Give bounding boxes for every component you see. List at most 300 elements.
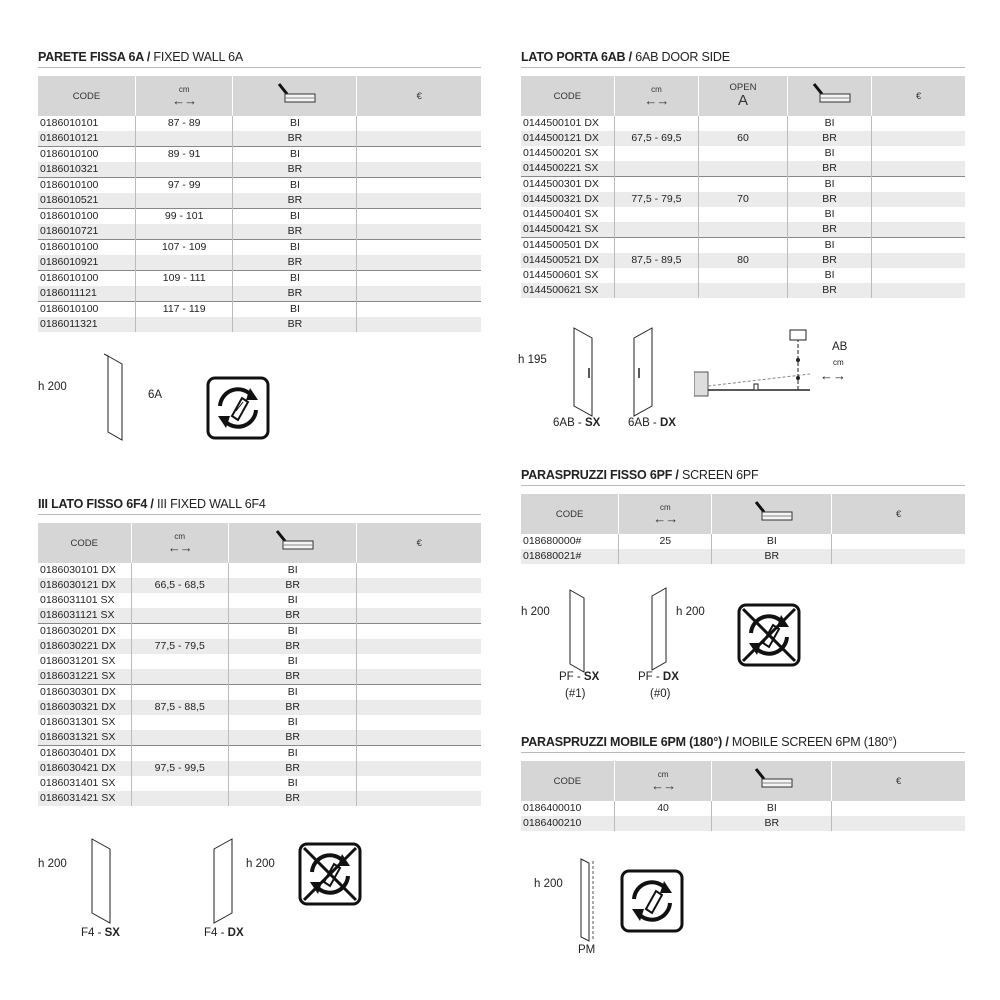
size-cell — [614, 116, 698, 131]
price-table — [521, 761, 965, 831]
table-row — [38, 224, 481, 240]
section-6pm — [521, 735, 965, 831]
price-cell — [872, 177, 965, 193]
finish-cell: BI — [712, 534, 832, 549]
header-euro: € — [357, 76, 481, 116]
price-cell — [357, 761, 481, 776]
price-cell — [357, 147, 481, 163]
open-cell — [699, 268, 788, 283]
code-cell: 0186030221 DX — [38, 639, 131, 654]
code-cell: 0144500421 SX — [521, 222, 614, 238]
price-table — [38, 523, 481, 806]
size-cell: 99 - 101 — [135, 209, 232, 225]
open-cell — [699, 161, 788, 177]
header-code: CODE — [38, 523, 131, 563]
code-cell: 0144500321 DX — [521, 192, 614, 207]
size-cell — [614, 283, 698, 298]
door-sx-drawing — [570, 322, 600, 418]
open-cell — [699, 207, 788, 222]
finish-cell: BI — [228, 746, 356, 762]
size-cell — [614, 146, 698, 161]
code-cell: 0186031301 SX — [38, 715, 131, 730]
code-cell: 0186010100 — [38, 240, 135, 256]
finish-cell: BR — [233, 193, 357, 209]
header-profile-icon — [712, 761, 832, 801]
table-row — [38, 730, 481, 746]
code-cell: 0144500221 SX — [521, 161, 614, 177]
size-cell: 40 — [614, 801, 712, 816]
code-cell: 0186400010 — [521, 801, 614, 816]
open-cell: 80 — [699, 253, 788, 268]
table-row — [38, 563, 481, 578]
panel-pm-drawing — [575, 855, 599, 945]
header-cm: cm ←→ — [614, 76, 698, 116]
table-row — [521, 222, 965, 238]
size-cell — [614, 268, 698, 283]
section-6a — [38, 50, 481, 332]
header-code: CODE — [521, 494, 619, 534]
table-row — [521, 283, 965, 298]
section-6pf — [521, 468, 965, 564]
price-cell — [357, 639, 481, 654]
finish-cell: BI — [787, 207, 871, 222]
height-label: h 200 — [38, 381, 67, 393]
code-cell: 018680021# — [521, 549, 619, 564]
table-row — [521, 161, 965, 177]
table-row — [38, 116, 481, 131]
price-cell — [357, 624, 481, 640]
finish-cell: BI — [787, 116, 871, 131]
finish-cell: BI — [228, 776, 356, 791]
table-row — [38, 209, 481, 225]
price-cell — [872, 192, 965, 207]
size-cell: 117 - 119 — [135, 302, 232, 318]
size-cell — [619, 549, 712, 564]
reversible-icon — [620, 869, 684, 933]
price-cell — [872, 238, 965, 254]
code-cell: 0186011321 — [38, 317, 135, 332]
size-cell — [131, 715, 228, 730]
code-cell: 0186010921 — [38, 255, 135, 271]
not-reversible-icon — [298, 842, 362, 906]
finish-cell: BR — [233, 255, 357, 271]
finish-cell: BI — [228, 593, 356, 608]
size-cell — [135, 224, 232, 240]
panel-pf-dx-label: PF - DX — [638, 671, 679, 683]
header-open: OPEN A — [699, 76, 788, 116]
table-row — [38, 271, 481, 287]
code-cell: 0186010121 — [38, 131, 135, 147]
price-cell — [357, 730, 481, 746]
table-row — [521, 238, 965, 254]
panel-label: PM — [578, 944, 596, 956]
finish-cell: BR — [228, 700, 356, 715]
price-cell — [872, 283, 965, 298]
table-row — [38, 302, 481, 318]
panel-pf-sx-note: (#1) — [565, 688, 586, 700]
table-row — [521, 801, 965, 816]
finish-cell: BI — [233, 116, 357, 131]
size-cell — [131, 563, 228, 578]
code-cell: 0144500401 SX — [521, 207, 614, 222]
panel-label: 6A — [148, 389, 163, 401]
code-cell: 0186400210 — [521, 816, 614, 831]
panel-f4-dx-label: F4 - DX — [204, 927, 244, 939]
open-cell — [699, 222, 788, 238]
price-cell — [357, 791, 481, 806]
finish-cell: BR — [228, 791, 356, 806]
size-cell — [135, 131, 232, 147]
ab-cm-label: cm — [833, 358, 844, 367]
size-cell — [131, 730, 228, 746]
table-row — [38, 317, 481, 332]
code-cell: 0186010100 — [38, 178, 135, 194]
size-cell — [131, 593, 228, 608]
price-cell — [357, 746, 481, 762]
code-cell: 0186011121 — [38, 286, 135, 302]
price-cell — [872, 116, 965, 131]
finish-cell: BR — [787, 131, 871, 146]
table-row — [38, 255, 481, 271]
size-cell — [135, 255, 232, 271]
size-cell — [131, 685, 228, 701]
height-label: h 200 — [534, 878, 563, 890]
profile-icon — [273, 100, 317, 111]
finish-cell: BI — [712, 801, 832, 816]
code-cell: 0186031221 SX — [38, 669, 131, 685]
height-label-right: h 200 — [246, 858, 275, 870]
code-cell: 0144500121 DX — [521, 131, 614, 146]
price-table — [521, 76, 965, 298]
table-row — [38, 654, 481, 669]
section-title: PARETE FISSA 6A / FIXED WALL 6A — [38, 50, 481, 68]
table-row — [38, 147, 481, 163]
price-cell — [872, 161, 965, 177]
size-cell — [135, 162, 232, 178]
code-cell: 0186030421 DX — [38, 761, 131, 776]
code-cell: 0186031121 SX — [38, 608, 131, 624]
code-cell: 0186030401 DX — [38, 746, 131, 762]
price-cell — [357, 715, 481, 730]
size-cell: 77,5 - 79,5 — [131, 639, 228, 654]
table-row — [38, 639, 481, 654]
panel-pf-sx-drawing — [566, 586, 590, 674]
code-cell: 0144500301 DX — [521, 177, 614, 193]
code-cell: 0144500621 SX — [521, 283, 614, 298]
table-row — [521, 146, 965, 161]
table-row — [521, 816, 965, 831]
finish-cell: BI — [228, 685, 356, 701]
profile-icon — [808, 100, 852, 111]
price-cell — [357, 654, 481, 669]
not-reversible-icon — [737, 603, 801, 667]
finish-cell: BI — [228, 715, 356, 730]
finish-cell: BR — [233, 286, 357, 302]
finish-cell: BR — [228, 669, 356, 685]
price-table — [38, 76, 481, 332]
table-row — [38, 791, 481, 806]
price-cell — [872, 253, 965, 268]
height-label-right: h 200 — [676, 606, 705, 618]
size-cell — [135, 286, 232, 302]
price-cell — [357, 286, 481, 302]
price-cell — [357, 178, 481, 194]
finish-cell: BI — [228, 624, 356, 640]
finish-cell: BI — [787, 146, 871, 161]
size-cell: 25 — [619, 534, 712, 549]
finish-cell: BR — [787, 161, 871, 177]
panel-f4-dx-drawing — [210, 835, 240, 925]
code-cell: 0144500601 SX — [521, 268, 614, 283]
open-cell — [699, 238, 788, 254]
size-cell — [131, 624, 228, 640]
price-cell — [872, 268, 965, 283]
ab-arrow: ←→ — [820, 368, 846, 383]
price-cell — [357, 193, 481, 209]
code-cell: 0186030301 DX — [38, 685, 131, 701]
open-cell — [699, 116, 788, 131]
finish-cell: BR — [787, 283, 871, 298]
price-cell — [357, 271, 481, 287]
price-cell — [357, 302, 481, 318]
price-cell — [357, 162, 481, 178]
size-cell — [614, 207, 698, 222]
header-profile-icon — [228, 523, 356, 563]
price-cell — [832, 816, 965, 831]
header-euro: € — [357, 523, 481, 563]
finish-cell: BR — [228, 761, 356, 776]
height-label-left: h 200 — [38, 858, 67, 870]
code-cell: 0186031201 SX — [38, 654, 131, 669]
code-cell: 0186010100 — [38, 209, 135, 225]
table-row — [38, 685, 481, 701]
table-row — [38, 286, 481, 302]
table-row — [38, 162, 481, 178]
code-cell: 0186031401 SX — [38, 776, 131, 791]
price-cell — [872, 131, 965, 146]
price-cell — [357, 578, 481, 593]
size-cell: 109 - 111 — [135, 271, 232, 287]
code-cell: 0186010321 — [38, 162, 135, 178]
code-cell: 0144500501 DX — [521, 238, 614, 254]
size-cell — [131, 791, 228, 806]
size-cell — [614, 816, 712, 831]
size-cell — [614, 222, 698, 238]
table-row — [521, 253, 965, 268]
table-row — [38, 608, 481, 624]
size-cell — [135, 317, 232, 332]
size-cell: 67,5 - 69,5 — [614, 131, 698, 146]
header-euro: € — [872, 76, 965, 116]
height-label-left: h 200 — [521, 606, 550, 618]
size-cell — [614, 161, 698, 177]
size-cell: 66,5 - 68,5 — [131, 578, 228, 593]
price-cell — [832, 549, 965, 564]
price-table — [521, 494, 965, 564]
header-cm: cm ←→ — [614, 761, 712, 801]
finish-cell: BR — [233, 162, 357, 178]
finish-cell: BI — [233, 147, 357, 163]
finish-cell: BR — [228, 639, 356, 654]
code-cell: 0186030201 DX — [38, 624, 131, 640]
door-sx-label: 6AB - SX — [553, 417, 601, 429]
door-dx-label: 6AB - DX — [628, 417, 676, 429]
price-cell — [357, 776, 481, 791]
code-cell: 0186030121 DX — [38, 578, 131, 593]
header-code: CODE — [521, 76, 614, 116]
header-cm: cm ←→ — [135, 76, 232, 116]
size-cell — [614, 177, 698, 193]
table-row — [38, 578, 481, 593]
door-plan-drawing — [694, 326, 834, 406]
header-profile-icon — [787, 76, 871, 116]
price-cell — [357, 209, 481, 225]
table-row — [38, 178, 481, 194]
code-cell: 0144500101 DX — [521, 116, 614, 131]
panel-pf-sx-label: PF - SX — [559, 671, 600, 683]
price-cell — [357, 669, 481, 685]
size-cell — [131, 608, 228, 624]
table-row — [38, 240, 481, 256]
header-cm: cm ←→ — [131, 523, 228, 563]
size-cell: 107 - 109 — [135, 240, 232, 256]
table-row — [38, 624, 481, 640]
price-cell — [357, 593, 481, 608]
header-euro: € — [832, 761, 965, 801]
size-cell — [131, 746, 228, 762]
finish-cell: BR — [787, 222, 871, 238]
table-row — [521, 192, 965, 207]
table-row — [521, 549, 965, 564]
price-cell — [832, 801, 965, 816]
table-row — [521, 116, 965, 131]
code-cell: 0186031321 SX — [38, 730, 131, 746]
finish-cell: BR — [233, 317, 357, 332]
price-cell — [357, 116, 481, 131]
section-title: PARASPRUZZI FISSO 6PF / SCREEN 6PF — [521, 468, 965, 486]
code-cell: 018680000# — [521, 534, 619, 549]
finish-cell: BI — [233, 178, 357, 194]
table-row — [38, 715, 481, 730]
finish-cell: BI — [233, 209, 357, 225]
panel-pf-dx-drawing — [648, 584, 672, 672]
size-cell — [614, 238, 698, 254]
price-cell — [872, 146, 965, 161]
reversible-icon — [206, 376, 270, 440]
price-cell — [357, 685, 481, 701]
price-cell — [872, 222, 965, 238]
code-cell: 0186010101 — [38, 116, 135, 131]
section-title: III LATO FISSO 6F4 / III FIXED WALL 6F4 — [38, 497, 481, 515]
price-cell — [357, 700, 481, 715]
code-cell: 0144500201 SX — [521, 146, 614, 161]
open-cell: 70 — [699, 192, 788, 207]
open-cell — [699, 283, 788, 298]
finish-cell: BR — [228, 578, 356, 593]
table-row — [521, 131, 965, 146]
finish-cell: BR — [712, 549, 832, 564]
code-cell: 0186031101 SX — [38, 593, 131, 608]
code-cell: 0144500521 DX — [521, 253, 614, 268]
panel-f4-sx-label: F4 - SX — [81, 927, 120, 939]
panel-6a-drawing — [100, 350, 140, 446]
finish-cell: BR — [787, 192, 871, 207]
height-label: h 195 — [518, 354, 547, 366]
size-cell: 77,5 - 79,5 — [614, 192, 698, 207]
finish-cell: BI — [233, 302, 357, 318]
header-code: CODE — [521, 761, 614, 801]
price-cell — [357, 608, 481, 624]
size-cell: 87,5 - 89,5 — [614, 253, 698, 268]
table-row — [521, 268, 965, 283]
panel-pf-dx-note: (#0) — [650, 688, 671, 700]
table-row — [38, 193, 481, 209]
code-cell: 0186010100 — [38, 302, 135, 318]
finish-cell: BI — [787, 177, 871, 193]
size-cell: 87 - 89 — [135, 116, 232, 131]
open-cell — [699, 146, 788, 161]
code-cell: 0186030101 DX — [38, 563, 131, 578]
price-cell — [357, 317, 481, 332]
code-cell: 0186010100 — [38, 271, 135, 287]
door-dx-drawing — [630, 322, 660, 418]
finish-cell: BI — [787, 238, 871, 254]
finish-cell: BI — [228, 654, 356, 669]
header-cm: cm ←→ — [619, 494, 712, 534]
table-row — [521, 177, 965, 193]
finish-cell: BR — [712, 816, 832, 831]
profile-icon — [750, 518, 794, 529]
ab-label: AB — [832, 341, 848, 353]
finish-cell: BI — [787, 268, 871, 283]
section-title: LATO PORTA 6AB / 6AB DOOR SIDE — [521, 50, 965, 68]
size-cell: 87,5 - 88,5 — [131, 700, 228, 715]
finish-cell: BR — [228, 730, 356, 746]
table-row — [38, 131, 481, 147]
code-cell: 0186031421 SX — [38, 791, 131, 806]
table-row — [38, 776, 481, 791]
price-cell — [832, 534, 965, 549]
price-cell — [872, 207, 965, 222]
size-cell: 97 - 99 — [135, 178, 232, 194]
size-cell — [131, 776, 228, 791]
finish-cell: BR — [233, 131, 357, 147]
code-cell: 0186030321 DX — [38, 700, 131, 715]
open-cell: 60 — [699, 131, 788, 146]
finish-cell: BR — [233, 224, 357, 240]
table-row — [521, 207, 965, 222]
header-code: CODE — [38, 76, 135, 116]
table-row — [521, 534, 965, 549]
price-cell — [357, 224, 481, 240]
table-row — [38, 700, 481, 715]
size-cell: 89 - 91 — [135, 147, 232, 163]
finish-cell: BI — [233, 271, 357, 287]
code-cell: 0186010521 — [38, 193, 135, 209]
size-cell — [131, 669, 228, 685]
finish-cell: BR — [228, 608, 356, 624]
price-cell — [357, 255, 481, 271]
price-cell — [357, 131, 481, 147]
table-row — [38, 669, 481, 685]
header-profile-icon — [712, 494, 832, 534]
finish-cell: BI — [233, 240, 357, 256]
header-euro: € — [832, 494, 965, 534]
profile-icon — [271, 547, 315, 558]
finish-cell: BI — [228, 563, 356, 578]
code-cell: 0186010100 — [38, 147, 135, 163]
section-6f4 — [38, 497, 481, 806]
